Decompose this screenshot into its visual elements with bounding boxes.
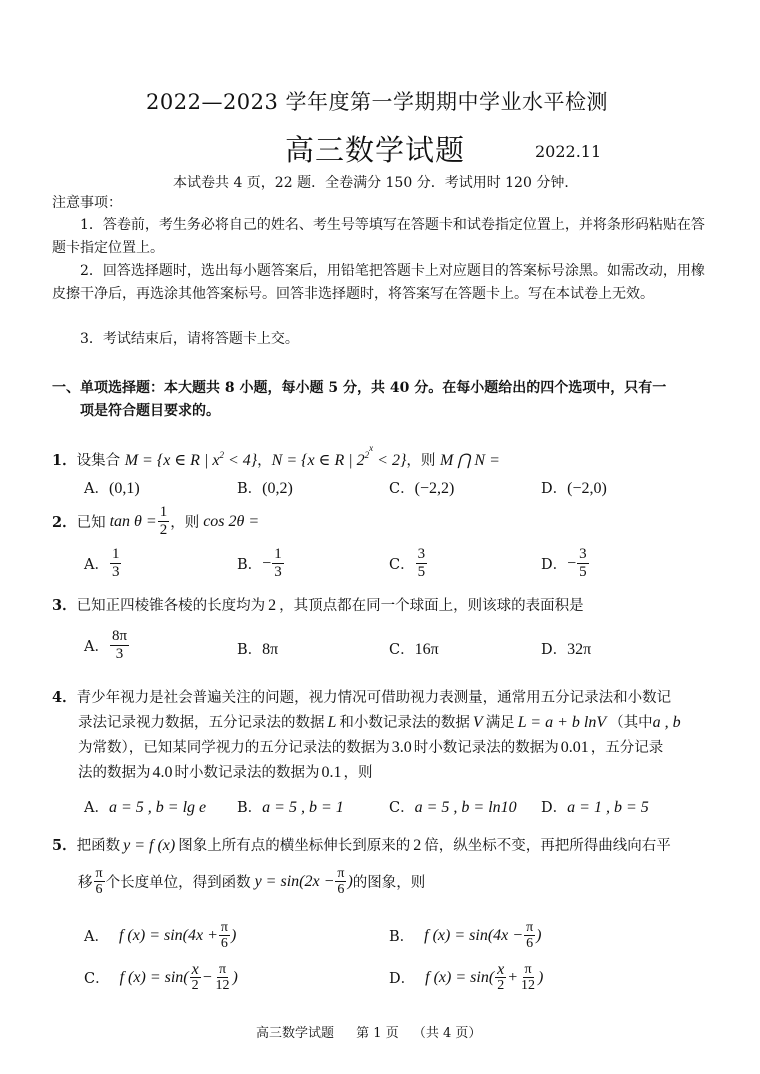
footer-page: 第 1 页 (356, 1026, 399, 1041)
q2-option-d: D． − $\frac{3}{5}$ (541, 546, 587, 580)
question-4-line-4: 法的数据为 4.0 时小数记录法的数据为 0.1 ，则 (78, 764, 373, 781)
notice-item-3: 3．考试结束后，请将答题卡上交。 (80, 331, 299, 347)
q5-option-b: B． f (x) = sin(4x − $\frac{\pi}{6}$ ) (389, 920, 542, 951)
question-4-line-2: 录法记录视力数据，五分记录法的数据 L 和小数记录法的数据 V 满足 L = a + b lnV （其中a , b (78, 714, 681, 731)
question-5-line-1: 5．把函数 y = f (x) 图象上所有点的横坐标伸长到原来的 2 倍，纵坐标不变，再把所得曲线向右平 (52, 837, 671, 854)
q3-option-c: C．16π (389, 641, 439, 658)
q4-option-d: D．a = 1 , b = 5 (541, 799, 649, 816)
q1-option-d: D．(−2,0) (541, 480, 607, 497)
question-5-line-2: 移 $\frac{\pi}{6}$ 个长度单位，得到函数 y = sin(2x − $\frac{\pi}{6}$ ) 的图象，则 (78, 866, 426, 897)
fraction: $\frac{1}{2}$ (159, 504, 168, 538)
q4-option-a: A．a = 5 , b = lg e (84, 799, 207, 816)
q3-option-b: B．8π (237, 641, 279, 658)
section1-heading-line1: 一、单项选择题：本大题共 8 小题，每小题 5 分，共 40 分。在每小题给出的四个选项中，只有一 (52, 380, 667, 396)
footer-total: （共 4 页） (412, 1026, 482, 1041)
footer-subject: 高三数学试题 (256, 1026, 335, 1041)
q3-option-d: D．32π (541, 641, 592, 658)
set-m: M = {x ∈ R | $x^2 < 4$} (124, 450, 258, 469)
q1-option-a: A．(0,1) (84, 480, 140, 497)
q3-option-a: A． $\frac{8\pi}{3}$ (84, 628, 128, 662)
notice-heading: 注意事项： (52, 195, 122, 211)
question-3: 3．已知正四棱锥各棱的长度均为 2 ，其顶点都在同一个球面上，则该球的表面积是 (52, 597, 584, 614)
section1-heading-line2: 项是符合题目要求的。 (80, 403, 220, 419)
q2-option-c: C． $\frac{3}{5}$ (389, 546, 426, 580)
q2-option-a: A． $\frac{1}{3}$ (84, 546, 120, 580)
notice-item-1: 1．答卷前，考生务必将自己的姓名、考生号等填写在答题卡和试卷指定位置上，并将条形码粘贴在答题卡指定位置上。 (52, 217, 705, 256)
intersection-expr: M ⋂ N = (439, 452, 500, 469)
question-number: 1． (52, 452, 77, 469)
q4-option-c: C．a = 5 , b = ln10 (389, 799, 517, 816)
paper-subtitle: 高三数学试题 (285, 133, 466, 167)
question-1: 1．设集合 M = {x ∈ R | $x^2 < 4$}，N = {x ∈ R | $2^{2^x} < 2$}，则 M ⋂ N = (52, 443, 500, 469)
cos-expr: cos 2θ = (203, 512, 260, 530)
q5-option-a: A． f (x) = sin(4x + $\frac{\pi}{6}$ ) (84, 920, 237, 951)
q4-option-b: B．a = 5 , b = 1 (237, 799, 344, 816)
q2-option-b: B． − $\frac{1}{3}$ (237, 546, 282, 580)
q1-option-c: C．(−2,2) (389, 480, 455, 497)
page-footer (256, 1022, 481, 1041)
notice-item-2: 2．回答选择题时，选出每小题答案后，用铅笔把答题卡上对应题目的答案标号涂黑。如需改动，用橡皮擦干净后，再选涂其他答案标号。回答非选择题时，将答案写在答题卡上。写在本试卷上无效。 (52, 263, 705, 302)
formula: L = a + b lnV (517, 714, 607, 731)
set-n: N = {x ∈ R | $2^{2^x} < 2$} (271, 443, 407, 469)
q1-option-b: B．(0,2) (237, 480, 293, 497)
q5-option-c: C． f (x) = sin( $\frac{x}{2}$ − $\frac{\pi}{12}$ ) (84, 961, 238, 993)
question-2: 2． 已知 tan θ = $\frac{1}{2}$ ，则 cos 2θ = (52, 504, 260, 538)
exam-date: 2022.11 (535, 142, 602, 161)
exam-title: 2022—2023 学年度第一学期期中学业水平检测 (146, 90, 609, 114)
exam-info: 本试卷共 4 页，22 题．全卷满分 150 分．考试用时 120 分钟． (173, 175, 579, 191)
question-4-line-3: 为常数），已知某同学视力的五分记录法的数据为 3.0 时小数记录法的数据为 0.01 ，五分记录 (78, 739, 664, 756)
question-4-line-1: 4．青少年视力是社会普遍关注的问题，视力情况可借助视力表测量，通常用五分记录法和小数记 (52, 689, 672, 706)
q5-option-d: D． f (x) = sin( $\frac{x}{2}$ + $\frac{\pi}{12}$ ) (389, 961, 544, 993)
